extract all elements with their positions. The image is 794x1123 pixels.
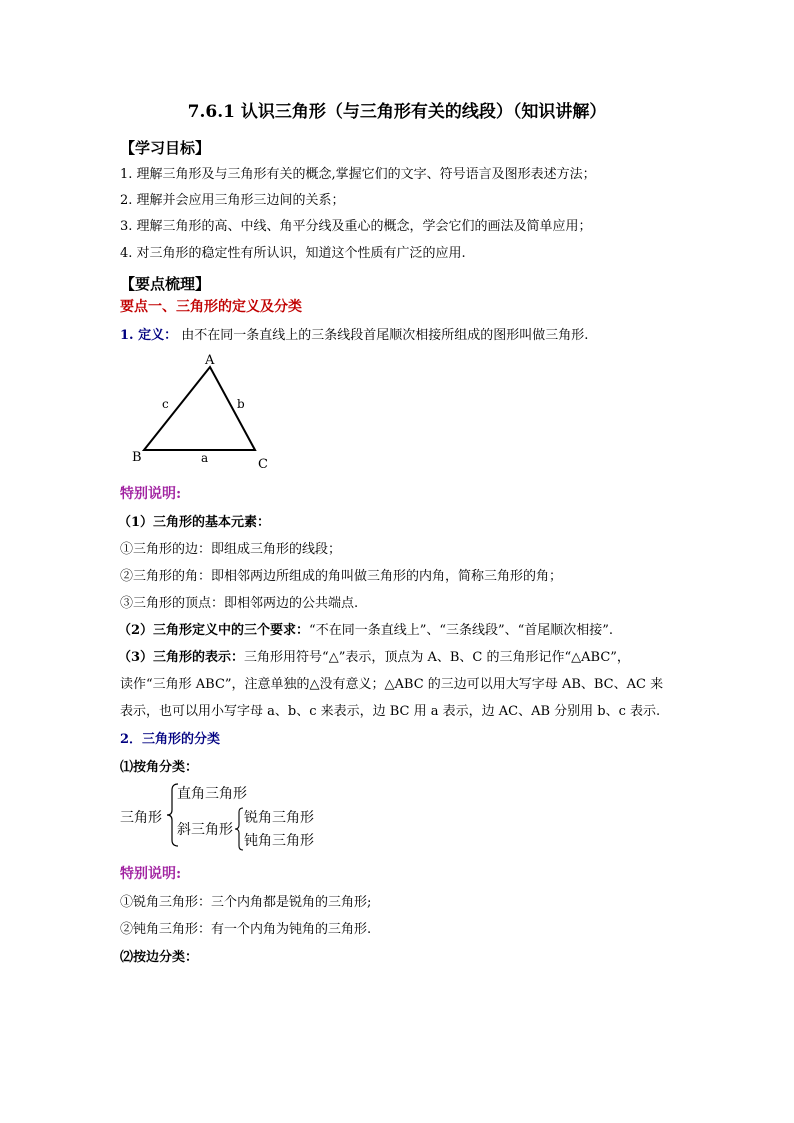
element-item: ②三角形的角：即相邻两边所组成的角叫做三角形的内角，简称三角形的角； — [120, 569, 563, 584]
tree-oblique-triangle: 斜三角形 — [177, 822, 233, 838]
vertex-b-label: B — [132, 450, 142, 465]
representation-label: （3）三角形的表示： — [118, 650, 245, 665]
keypoints-heading: 【要点梳理】 — [120, 275, 211, 293]
tree-obtuse-triangle: 钝角三角形 — [244, 833, 314, 849]
side-b-label: b — [237, 397, 245, 411]
tree-acute-triangle: 锐角三角形 — [244, 810, 314, 826]
by-angle-title: ⑴按角分类： — [120, 760, 199, 775]
brace-small-icon — [234, 806, 244, 852]
by-side-title: ⑵按边分类： — [120, 950, 199, 965]
objectives-heading: 【学习目标】 — [120, 139, 211, 157]
vertex-c-label: C — [258, 457, 268, 472]
definition-label: 1. 定义： — [120, 328, 178, 343]
point1-heading: 要点一、三角形的定义及分类 — [120, 299, 302, 315]
representation-text: 三角形用符号“△”表示，顶点为 A、B、C 的三角形记作“△ABC”， — [244, 650, 630, 665]
definition-line — [120, 324, 588, 343]
note-item: ②钝角三角形：有一个内角为钝角的三角形. — [120, 922, 372, 937]
element-item: ①三角形的边：即组成三角形的线段； — [120, 542, 342, 557]
note-item: ①锐角三角形：三个内角都是锐角的三角形; — [120, 895, 372, 910]
classification-title: 2．三角形的分类 — [120, 732, 221, 747]
objective-item: 1. 理解三角形及与三角形有关的概念,掌握它们的文字、符号语言及图形表述方法； — [120, 167, 596, 182]
representation-line-2: 读作“三角形 ABC”，注意单独的△没有意义；△ABC 的三边可以用大写字母 AB、BC、AC 来 — [120, 677, 664, 692]
requirements-text: “不在同一条直线上”、“三条线段”、“首尾顺次相接”. — [309, 623, 614, 638]
representation-line — [118, 646, 630, 665]
page-title: 7.6.1 认识三角形（与三角形有关的线段）（知识讲解） — [187, 102, 607, 122]
representation-line-3: 表示，也可以用小写字母 a、b、c 来表示，边 BC 用 a 表示，边 AC、AB 分别用 b、c 表示. — [120, 704, 661, 719]
objective-item: 2. 理解并会应用三角形三边间的关系； — [120, 193, 345, 208]
classification-tree — [120, 780, 340, 854]
requirements-line — [118, 619, 613, 638]
special-note-heading: 特别说明: — [120, 486, 182, 502]
side-a-label: a — [201, 451, 209, 465]
special-note-heading-2: 特别说明: — [120, 866, 182, 882]
objective-item: 3. 理解三角形的高、中线、角平分线及重心的概念，学会它们的画法及简单应用； — [120, 219, 592, 234]
tree-right-triangle: 直角三角形 — [177, 786, 247, 802]
element-item: ③三角形的顶点：即相邻两边的公共端点. — [120, 596, 359, 611]
side-c-label: c — [162, 397, 169, 411]
objective-item: 4. 对三角形的稳定性有所认识，知道这个性质有广泛的应用. — [120, 246, 466, 261]
definition-text: 由不在同一条直线上的三条线段首尾顺次相接所组成的图形叫做三角形. — [181, 328, 589, 343]
requirements-label: （2）三角形定义中的三个要求： — [118, 623, 310, 638]
vertex-a-label: A — [205, 353, 215, 368]
triangle-figure — [120, 348, 280, 473]
elements-title: （1）三角形的基本元素： — [118, 515, 271, 530]
tree-root: 三角形 — [120, 810, 162, 826]
